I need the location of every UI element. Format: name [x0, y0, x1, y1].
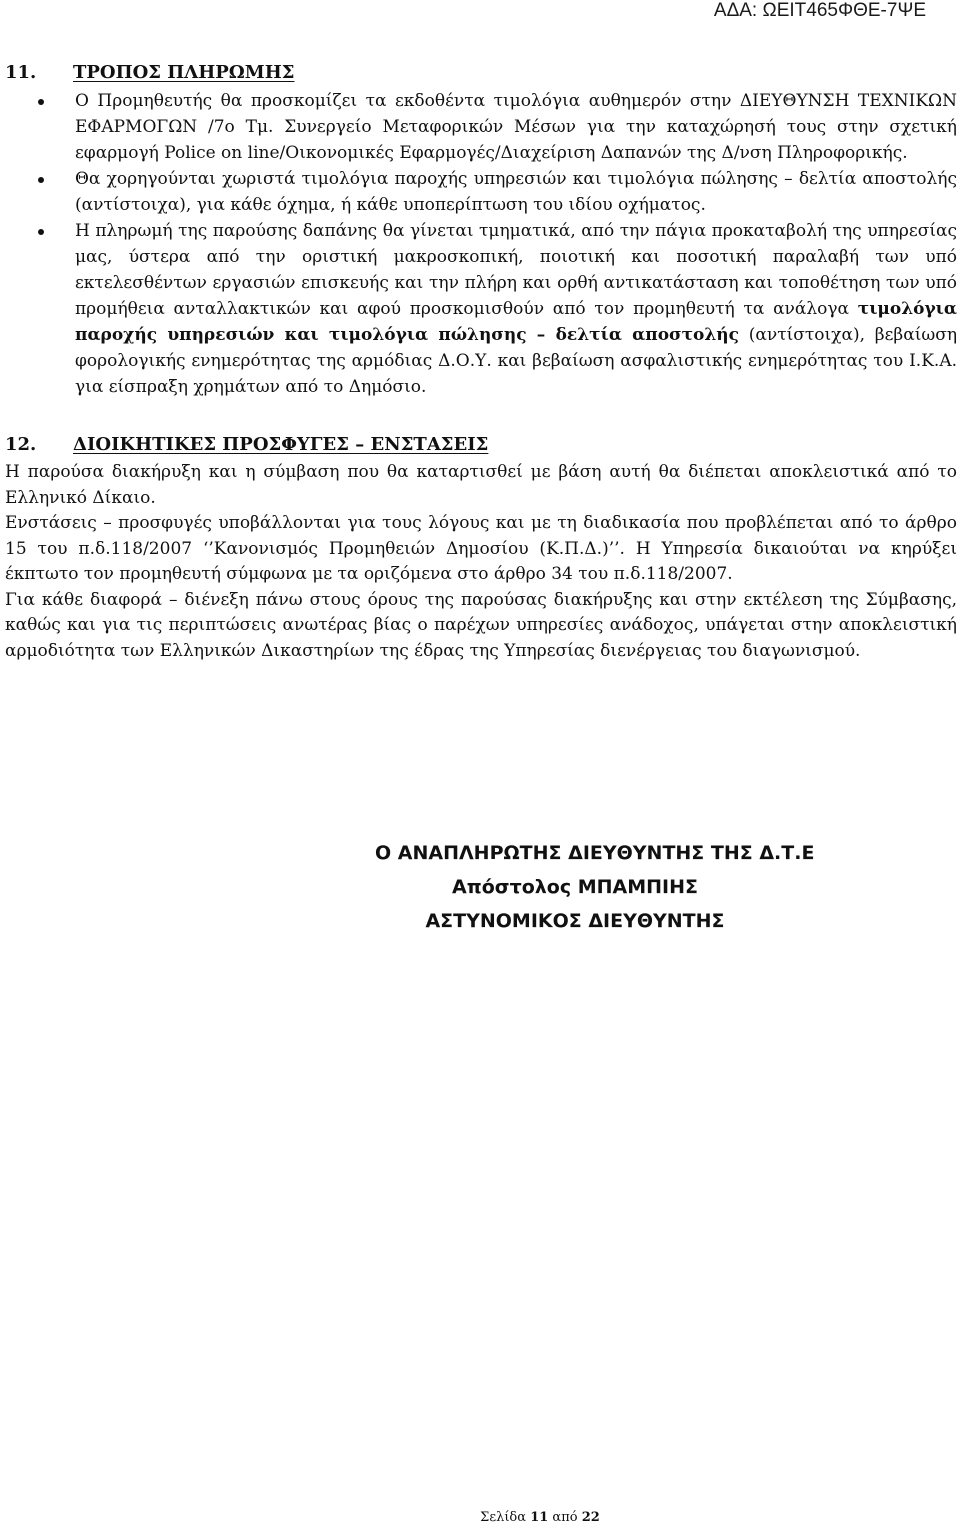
signature-role: Ο ΑΝΑΠΛΗΡΩΤΗΣ ΔΙΕΥΘΥΝΤΗΣ ΤΗΣ Δ.Τ.Ε [375, 842, 815, 864]
of-label: από [552, 1510, 578, 1525]
list-item [5, 218, 957, 400]
list-item-text: Θα χορηγούνται χωριστά τιμολόγια παροχής υπηρεσιών και τιμολόγια πώλησης – δελτία αποστολής (αντίστοιχα), για κάθε όχημα, ή κάθε υποπερίπτωση του ιδίου οχήματος. [75, 169, 957, 215]
page-total: 22 [581, 1510, 600, 1525]
signature-name: Απόστολος ΜΠΑΜΠΙΗΣ [452, 876, 698, 898]
page-footer [60, 1510, 960, 1525]
document-body [5, 60, 957, 664]
bullet-icon [38, 229, 44, 235]
list-item-text: Ο Προμηθευτής θα προσκομίζει τα εκδοθέντα τιμολόγια αυθημερόν στην ΔΙΕΥΘΥΝΣΗ ΤΕΧΝΙΚΩΝ ΕΦΑΡΜΟΓΩΝ /7ο Τμ. Συνεργείο Μεταφορικών Μέσων για την καταχώρησή τους στην σχετική εφαρμογή Police on line/Οικονομικές Εφαρμογές/Διαχείριση Δαπανών της Δ/νση Πληροφορικής. [75, 91, 957, 163]
bullet-icon [38, 99, 44, 105]
section-11-heading [5, 60, 957, 86]
list-item-bold-text: τιμολόγια παροχής υπηρεσιών και τιμολόγια πώλησης – δελτία αποστολής [75, 299, 957, 345]
section-number: 12. [5, 434, 37, 455]
signature-block [0, 836, 960, 938]
section-title: ΤΡΟΠΟΣ ΠΛΗΡΩΜΗΣ [73, 62, 295, 83]
section-12-heading [5, 432, 957, 458]
page-label: Σελίδα [480, 1510, 527, 1525]
list-item [5, 166, 957, 218]
paragraph: Ενστάσεις – προσφυγές υποβάλλονται για τους λόγους και με τη διαδικασία που προβλέπεται από το άρθρο 15 του π.δ.118/2007 ‘’Κανονισμός Προμηθειών Δημοσίου (Κ.Π.Δ.)’’. Η Υπηρεσία δικαιούται να κηρύξει έκπτωτο τον προμηθευτή σύμφωνα με τα οριζόμενα στο άρθρο 34 του π.δ.118/2007. [5, 513, 957, 584]
bullet-icon [38, 177, 44, 183]
payment-terms-list [5, 88, 957, 400]
section-number: 11. [5, 62, 37, 83]
paragraph: Η παρούσα διακήρυξη και η σύμβαση που θα καταρτισθεί με βάση αυτή θα διέπεται αποκλειστικά από το Ελληνικό Δίκαιο. [5, 462, 957, 508]
paragraph: Για κάθε διαφορά – διένεξη πάνω στους όρους της παρούσας διακήρυξης και στην εκτέλεση της Σύμβασης, καθώς και για τις περιπτώσεις ανωτέρας βίας ο παρέχων υπηρεσίες ανάδοχος, υπάγεται στην αποκλειστική αρμοδιότητα των Ελληνικών Δικαστηρίων της έδρας της Υπηρεσίας διενέργειας του διαγωνισμού. [5, 589, 957, 661]
section-title: ΔΙΟΙΚΗΤΙΚΕΣ ΠΡΟΣΦΥΓΕΣ – ΕΝΣΤΑΣΕΙΣ [73, 434, 489, 455]
list-item-text: Η πληρωμή της παρούσης δαπάνης θα γίνεται τμηματικά, από την πάγια προκαταβολή της υπηρεσίας μας, ύστερα από την οριστική μακροσκοπική, ποιοτική και ποσοτική παραλαβή των υπό εκτελεσθέντων εργασιών επισκευής και την πλήρη και ορθή αντικατάσταση και τοποθέτηση των υπό προμήθεια ανταλλακτικών και αφού προσκομισθούν από τον προμηθευτή τα ανάλογα [75, 221, 957, 319]
ada-code: ΑΔΑ: ΩΕΙΤ465ΦΘΕ-7ΨΕ [713, 0, 926, 21]
list-item-text: (αντίστοιχα), βεβαίωση φορολογικής ενημερότητας της αρμόδιας Δ.Ο.Υ. και βεβαίωση ασφαλιστικής ενημερότητας του Ι.Κ.Α. για είσπραξη χρημάτων από το Δημόσιο. [75, 325, 958, 397]
page-number: 11 [530, 1510, 549, 1525]
list-item [5, 88, 957, 166]
signature-rank: ΑΣΤΥΝΟΜΙΚΟΣ ΔΙΕΥΘΥΝΤΗΣ [425, 910, 725, 932]
